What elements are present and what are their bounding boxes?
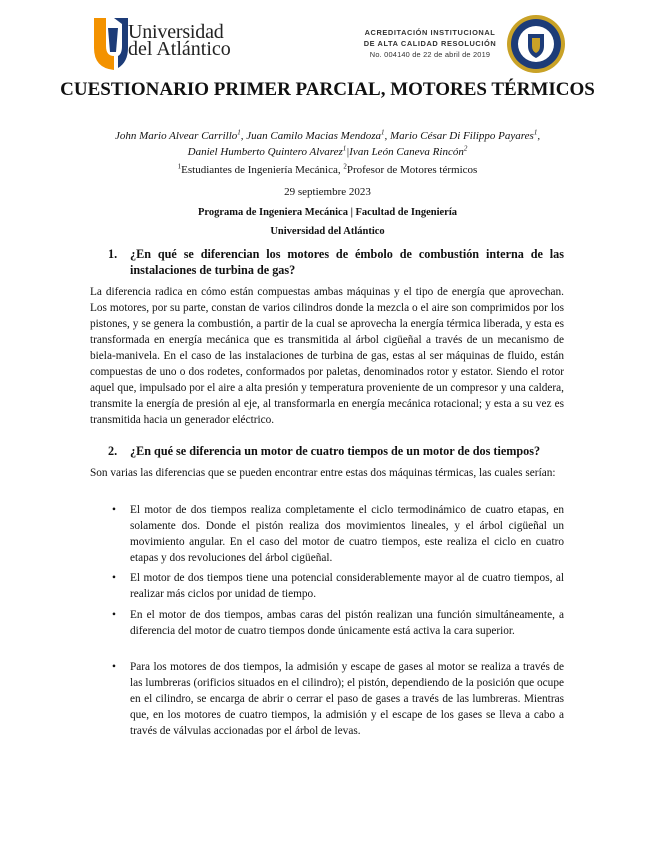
accreditation-text [355, 28, 505, 59]
document-title: CUESTIONARIO PRIMER PARCIAL, MOTORES TÉRMICOS [60, 79, 595, 100]
affiliation: $^1$Estudiantes de Ingeniería Mecánica, $^2$Profesor de Motores térmicos [177, 162, 478, 176]
university-logo-icon [92, 16, 132, 72]
list-item: • Para los motores de dos tiempos, la admisión y escape de gases al motor se realiza a través de las lumbreras (orificios situados en el cilindro); el pistón, dependiendo de la posición que ocupe en el cilindro, se encarga de abrir o cerrar el paso de gases a través de las lumbreras. Mientras que, en los motores de cuatro tiempos, la admisión y el escape de los gases se lleva a cabo a través de válvulas accionadas por el árbol de levas. [112, 661, 564, 737]
bullet-icon: • [112, 661, 116, 673]
author-2: , Juan Camilo Macias Mendoza [240, 130, 381, 142]
university-line: Universidad del Atlántico [270, 226, 385, 237]
answer-1: La diferencia radica en cómo están compuestas ambas máquinas y el tipo de energía que aprovechan. Los motores, por su parte, constan de varios cilindros donde la mezcla o el aire son comprimidos por los pistones, y se genera la combustión, a partir de la cual se aprovecha la energía térmica liberada, y esta es transformada en energía mecánica que es transmitida al árbol cigüeñal a través de un mecanismo de biela-manivela. En el caso de las instalaciones de turbina de gas, estas al ser máquinas de fluido, están compuestas de uno o dos rodetes, conformados por paletas, denominados rotor y estator. Siendo el rotor aquel que, impulsado por el aire a alta presión y temperatura proveniente de un compresor y una caldera, transmite la energía de presión al eje, al transformarla en energía mecánica rotacional; y esta a su vez es transmitida hacia un generador eléctrico. [90, 286, 564, 426]
author-3: , Mario César Di Filippo Payares [384, 130, 534, 142]
question-2 [108, 443, 578, 459]
accreditation-line2: DE ALTA CALIDAD RESOLUCIÓN [363, 39, 497, 48]
accreditation-seal-icon [506, 14, 566, 74]
author-4: Daniel Humberto Quintero Alvarez [187, 146, 343, 158]
answer-2-intro: Son varias las diferencias que se pueden encontrar entre estas dos máquinas térmicas, las cuales serían: [90, 467, 556, 479]
question-1 [108, 246, 564, 278]
author-1: John Mario Alvear Carrillo [114, 130, 238, 142]
accreditation-line1: ACREDITACIÓN INSTITUCIONAL [364, 28, 496, 37]
question-text: ¿En qué se diferencian los motores de émbolo de combustión interna de las instalaciones de turbina de gas? [130, 247, 564, 277]
university-name-line1: Universidad [128, 21, 224, 43]
question-text: ¿En qué se diferencia un motor de cuatro tiempos de un motor de dos tiempos? [130, 444, 541, 458]
accreditation-line3: No. 004140 de 22 de abril de 2019 [369, 50, 491, 59]
question-number: 2. [108, 444, 118, 458]
author-5: |Ivan León Caneva Rincón [346, 146, 464, 158]
program-line: Programa de Ingeniera Mecánica | Facultad de Ingeniería [197, 207, 458, 218]
university-name-line2: del Atlántico [128, 38, 231, 60]
list-item: • El motor de dos tiempos realiza completamente el ciclo termodinámico de cuatro etapas, en solamente dos. Donde el pistón realiza dos movimientos lineales, y el árbol cigüeñal un movimiento angular. En el caso del motor de cuatro tiempos, este realiza el ciclo en cuatro etapas y dos revoluciones del árbol cigüeñal. [112, 504, 564, 564]
authors: John Mario Alvear Carrillo$^1$, Juan Camilo Macias Mendoza$^1$, Mario César Di Filippo Payares$^1$, Daniel Humberto Quintero Alvarez$^1$|Ivan León Caneva Rincón$^2$ [114, 128, 541, 158]
bullet-icon: • [112, 609, 116, 621]
document-date: 29 septiembre 2023 [284, 186, 371, 198]
university-name [128, 21, 231, 60]
list-item: • En el motor de dos tiempos, ambas caras del pistón realizan una función simultáneamente, a diferencia del motor de cuatro tiempos donde únicamente está activa la cara superior. [112, 609, 564, 637]
question-number: 1. [108, 247, 118, 261]
bullet-icon: • [112, 572, 116, 584]
list-item: • El motor de dos tiempos tiene una potencial considerablemente mayor al de cuatro tiempos, al realizar más ciclos por unidad de tiempo. [112, 572, 564, 600]
bullet-icon: • [112, 504, 116, 516]
